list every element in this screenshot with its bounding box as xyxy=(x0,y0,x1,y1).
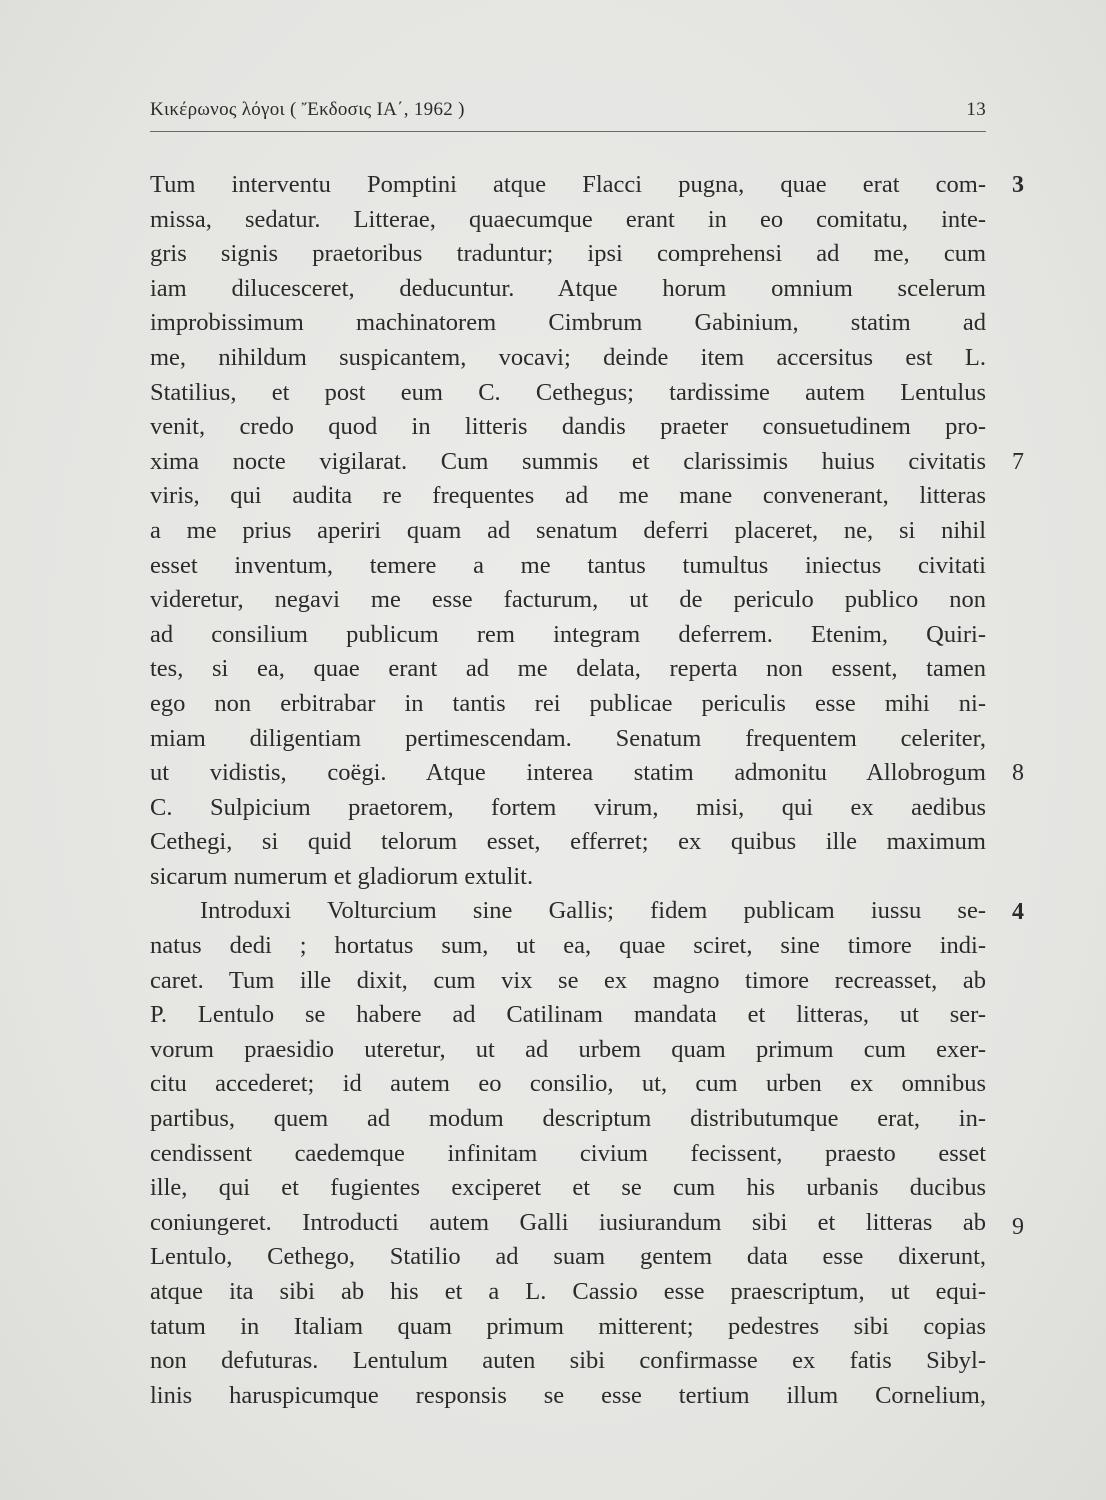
text-line: Tum interventu Pomptini atque Flacci pugna, quae erat com- xyxy=(150,171,986,198)
text-line: P. Lentulo se habere ad Catilinam mandata et litteras, ut ser- xyxy=(150,1001,986,1029)
text-line: natus dedi ; hortatus sum, ut ea, quae sciret, sine timore indi- xyxy=(150,932,986,960)
text-line: ego non erbitrabar in tantis rei publicae periculis esse mihi ni- xyxy=(150,689,986,717)
margin-section-number: 4 xyxy=(1012,899,1024,925)
text-line: Statilius, et post eum C. Cethegus; tardissime autem Lentulus xyxy=(150,378,986,406)
text-line: xima nocte vigilarat. Cum summis et clarissimis huius civitatis xyxy=(150,447,986,475)
margin-line-number: 7 xyxy=(1012,449,1024,475)
text-line: atque ita sibi ab his et a L. Cassio esse praescriptum, ut equi- xyxy=(150,1278,986,1305)
text-line: ille, qui et fugientes exciperet et se cum his urbanis ducibus xyxy=(150,1174,986,1202)
text-line-paragraph-start: Introduxi Volturcium sine Gallis; fidem publicam iussu se- xyxy=(200,897,986,925)
text-line: gris signis praetoribus traduntur; ipsi comprehensi ad me, cum xyxy=(150,240,986,268)
text-line: ut vidistis, coëgi. Atque interea statim admonitu Allobrogum xyxy=(150,759,986,787)
text-line: ad consilium publicum rem integram deferrem. Etenim, Quiri- xyxy=(150,620,986,648)
text-line-paragraph-end: sicarum numerum et gladiorum extulit. xyxy=(150,862,534,890)
text-line: tes, si ea, quae erant ad me delata, reperta non essent, tamen xyxy=(150,655,986,683)
text-line: me, nihildum suspicantem, vocavi; deinde item accersitus est L. xyxy=(150,343,986,371)
text-line: linis haruspicumque responsis se esse tertium illum Cornelium, xyxy=(150,1381,986,1409)
text-line: venit, credo quod in litteris dandis praeter consuetudinem pro- xyxy=(150,413,986,441)
running-head-title: Κικέρωνος λόγοι ( Ἔκδοσις ΙΑ΄, 1962 ) xyxy=(150,99,465,120)
text-line: missa, sedatur. Litterae, quaecumque erant in eo comitatu, inte- xyxy=(150,205,986,233)
text-line: non defuturas. Lentulum auten sibi confirmasse ex fatis Sibyl- xyxy=(150,1347,986,1375)
text-line: esset inventum, temere a me tantus tumultus iniectus civitati xyxy=(150,551,986,579)
text-line: miam diligentiam pertimescendam. Senatum frequentem celeriter, xyxy=(150,724,986,752)
page-number: 13 xyxy=(966,99,986,120)
text-line: Cethegi, si quid telorum esset, efferret; ex quibus ille maximum xyxy=(150,828,986,856)
text-line: videretur, negavi me esse facturum, ut de periculo publico non xyxy=(150,586,986,614)
margin-line-number: 9 xyxy=(1012,1214,1024,1240)
running-head xyxy=(150,99,988,129)
header-rule xyxy=(150,131,986,132)
text-line: tatum in Italiam quam primum mitterent; pedestres sibi copias xyxy=(150,1312,986,1340)
text-line: cendissent caedemque infinitam civium fecissent, praesto esset xyxy=(150,1139,986,1167)
text-line: improbissimum machinatorem Cimbrum Gabinium, statim ad xyxy=(150,309,986,337)
text-line: vorum praesidio uteretur, ut ad urbem quam primum cum exer- xyxy=(150,1035,986,1063)
text-line: Lentulo, Cethego, Statilio ad suam gentem data esse dixerunt, xyxy=(150,1243,986,1271)
text-line: C. Sulpicium praetorem, fortem virum, misi, qui ex aedibus xyxy=(150,793,986,821)
text-line: a me prius aperiri quam ad senatum deferri placeret, ne, si nihil xyxy=(150,516,986,544)
text-line: caret. Tum ille dixit, cum vix se ex magno timore recreasset, ab xyxy=(150,966,986,994)
body-text xyxy=(150,168,986,1413)
margin-section-number: 3 xyxy=(1012,172,1024,198)
text-line: coniungeret. Introducti autem Galli iusiurandum sibi et litteras ab xyxy=(150,1208,986,1236)
text-line: citu accederet; id autem eo consilio, ut, cum urben ex omnibus xyxy=(150,1070,986,1098)
text-line: viris, qui audita re frequentes ad me mane convenerant, litteras xyxy=(150,482,986,510)
text-line: iam dilucesceret, deducuntur. Atque horum omnium scelerum xyxy=(150,274,986,302)
text-line: partibus, quem ad modum descriptum distributumque erat, in- xyxy=(150,1105,986,1133)
margin-line-number: 8 xyxy=(1012,760,1024,786)
